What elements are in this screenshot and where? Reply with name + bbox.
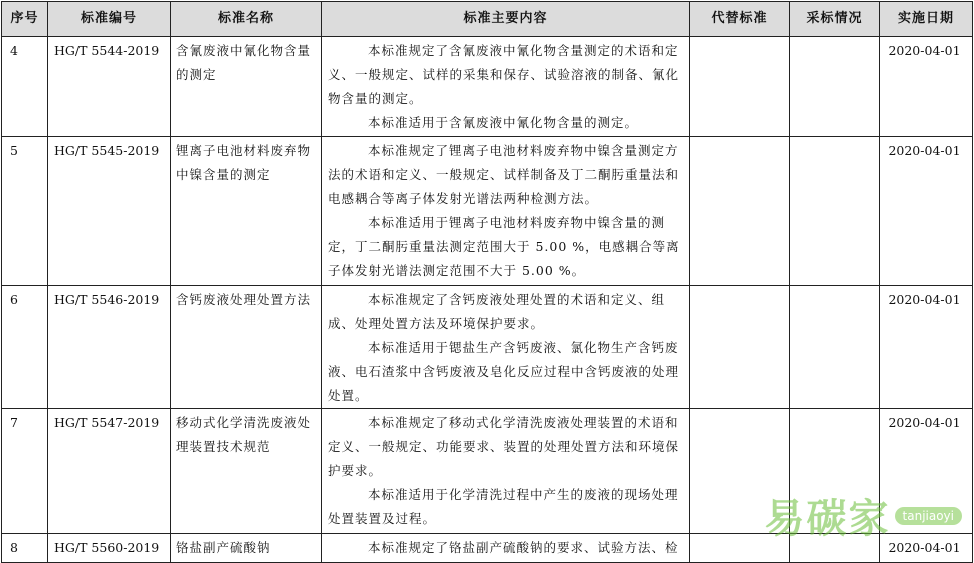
content-paragraph: 本标准规定了铬盐副产硫酸钠的要求、试验方法、检 (368, 540, 679, 555)
cell-adopt (790, 286, 880, 409)
cell-name: 移动式化学清洗废液处理装置技术规范 (171, 409, 322, 534)
cell-code: HG/T 5560-2019 (48, 534, 171, 563)
content-paragraph: 本标准适用于化学清洗过程中产生的废液的现场处理处置装置及过程。 (328, 487, 679, 526)
cell-code: HG/T 5547-2019 (48, 409, 171, 534)
cell-seq: 7 (2, 409, 48, 534)
cell-replace (690, 37, 790, 137)
header-replace: 代替标准 (690, 2, 790, 37)
watermark-logo: 易碳家 (764, 496, 891, 542)
content-paragraph: 本标准规定了含钙废液处理处置的术语和定义、组成、处理处置方法及环境保护要求。 (328, 292, 666, 331)
cell-replace (690, 286, 790, 409)
cell-code: HG/T 5546-2019 (48, 286, 171, 409)
cell-adopt (790, 137, 880, 286)
cell-code: HG/T 5545-2019 (48, 137, 171, 286)
cell-content (322, 37, 690, 137)
content-paragraph: 本标准适用于锂离子电池材料废弃物中镍含量的测定，丁二酮肟重量法测定范围大于 5.00 %，电感耦合等离子体发射光谱法测定范围不大于 5.00 %。 (328, 215, 680, 278)
cell-name: 锂离子电池材料废弃物中镍含量的测定 (171, 137, 322, 286)
cell-name: 含氰废液中氰化物含量的测定 (171, 37, 322, 137)
header-content: 标准主要内容 (322, 2, 690, 37)
table-row (2, 37, 973, 137)
cell-content (322, 409, 690, 534)
table-header-row (2, 2, 973, 37)
watermark (765, 487, 962, 544)
cell-seq: 6 (2, 286, 48, 409)
cell-date: 2020-04-01 (880, 37, 973, 137)
cell-date: 2020-04-01 (880, 137, 973, 286)
cell-replace (690, 137, 790, 286)
content-paragraph: 本标准规定了锂离子电池材料废弃物中镍含量测定方法的术语和定义、一般规定、试样制备及丁二酮肟重量法和电感耦合等离子体发射光谱法两种检测方法。 (328, 143, 680, 206)
watermark-domain: tanjiaoyi (895, 507, 962, 525)
cell-date: 2020-04-01 (880, 409, 973, 534)
cell-content (322, 286, 690, 409)
header-name: 标准名称 (171, 2, 322, 37)
cell-adopt (790, 37, 880, 137)
cell-name: 含钙废液处理处置方法 (171, 286, 322, 409)
cell-seq: 5 (2, 137, 48, 286)
table-row (2, 137, 973, 286)
cell-content (322, 534, 690, 563)
content-paragraph: 本标准规定了移动式化学清洗废液处理装置的术语和定义、一般规定、功能要求、装置的处理处置方法和环境保护要求。 (328, 415, 680, 478)
content-paragraph: 本标准适用于含氰废液中氰化物含量的测定。 (368, 115, 639, 130)
header-seq: 序号 (2, 2, 48, 37)
cell-code: HG/T 5544-2019 (48, 37, 171, 137)
cell-content (322, 137, 690, 286)
header-adopt: 采标情况 (790, 2, 880, 37)
header-date: 实施日期 (880, 2, 973, 37)
cell-seq: 4 (2, 37, 48, 137)
cell-date: 2020-04-01 (880, 286, 973, 409)
cell-date: 2020-04-01 (880, 534, 973, 563)
standards-table (1, 1, 973, 563)
header-code: 标准编号 (48, 2, 171, 37)
cell-seq: 8 (2, 534, 48, 563)
cell-name: 铬盐副产硫酸钠 (171, 534, 322, 563)
content-paragraph: 本标准规定了含氰废液中氰化物含量测定的术语和定义、一般规定、试样的采集和保存、试验溶液的制备、氰化物含量的测定。 (328, 43, 680, 106)
content-paragraph: 本标准适用于锶盐生产含钙废液、氯化物生产含钙废液、电石渣浆中含钙废液及皂化反应过程中含钙废液的处理处置。 (328, 340, 680, 403)
table-row (2, 286, 973, 409)
